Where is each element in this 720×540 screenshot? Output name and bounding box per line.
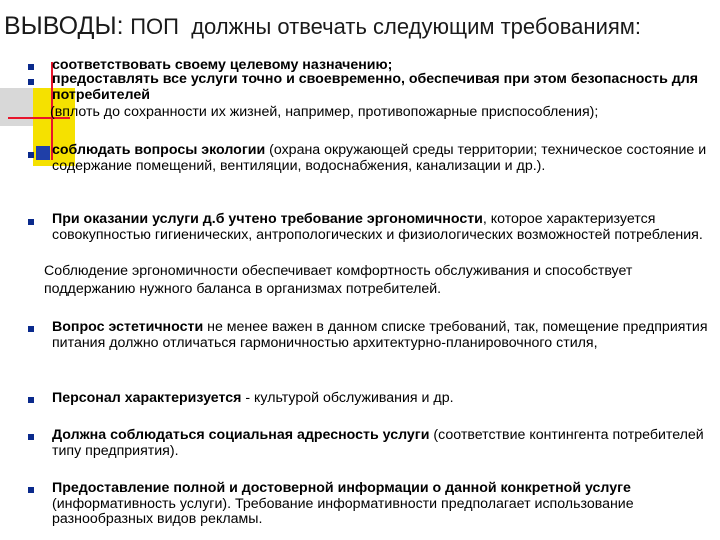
item-bold: Предоставление полной и достоверной информации о данной конкретной услуге (52, 480, 631, 496)
item-text: (соответствие контингента потребителей типу предприятия). (52, 427, 704, 459)
item-text: (охрана окружающей среды территории; техническое состояние и содержание помещений, вентиляции, водоснабжения, канализации и др.). (52, 142, 707, 174)
item-bold: соблюдать вопросы экологии (52, 142, 266, 158)
item-text: - культурой обслуживания и др. (241, 390, 454, 406)
item-bold: Должна соблюдаться социальная адресность услуги (52, 427, 430, 443)
list-item (52, 72, 716, 103)
item-bold: Вопрос эстетичности (52, 319, 204, 335)
bullet-icon (28, 434, 34, 440)
slide-title (4, 12, 716, 41)
list-item (52, 320, 716, 351)
item-bold: При оказании услуги д.б учтено требование эргономичности (52, 211, 483, 227)
list-item (52, 212, 716, 243)
bullet-icon (28, 64, 34, 70)
bullet-icon (28, 487, 34, 493)
bullet-icon (28, 79, 34, 85)
item-text: , которое характеризуется совокупностью гигиенических, антропологических и физиологических возможностей потребления. (52, 211, 703, 243)
item-bold: Персонал характеризуется (52, 390, 242, 406)
list-item (52, 391, 716, 407)
list-item (52, 143, 716, 174)
deco-blue-block (36, 146, 50, 160)
title-head: ВЫВОДЫ: (4, 12, 124, 40)
list-item (52, 481, 716, 528)
item-extra: Соблюдение эргономичности обеспечивает комфортность обслуживания и способствует поддержанию нужного баланса в организмах потребителей. (44, 263, 633, 297)
bullet-icon (28, 219, 34, 225)
item-extra: (вплоть до сохранности их жизней, например, противопожарные приспособления); (50, 104, 599, 120)
item-bold: предоставлять все услуги точно и своевременно, обеспечивая при этом безопасность для потребителей (52, 71, 699, 103)
bullet-icon (28, 152, 34, 158)
item-text: (информативность услуги). Требование информативности предполагает использование разнообразных видов рекламы. (52, 495, 634, 527)
title-rest: ПОП должны отвечать следующим требованиям: (130, 14, 642, 39)
item-text: не менее важен в данном списке требований, так, помещение предприятия питания должно отличаться гармоничностью архитектурно-планировочного стиля, (52, 319, 708, 351)
bullet-icon (28, 397, 34, 403)
item-bold: соответствовать своему целевому назначению; (52, 57, 393, 73)
deco-grey-block (0, 88, 33, 126)
list-item (52, 428, 716, 459)
bullet-icon (28, 326, 34, 332)
